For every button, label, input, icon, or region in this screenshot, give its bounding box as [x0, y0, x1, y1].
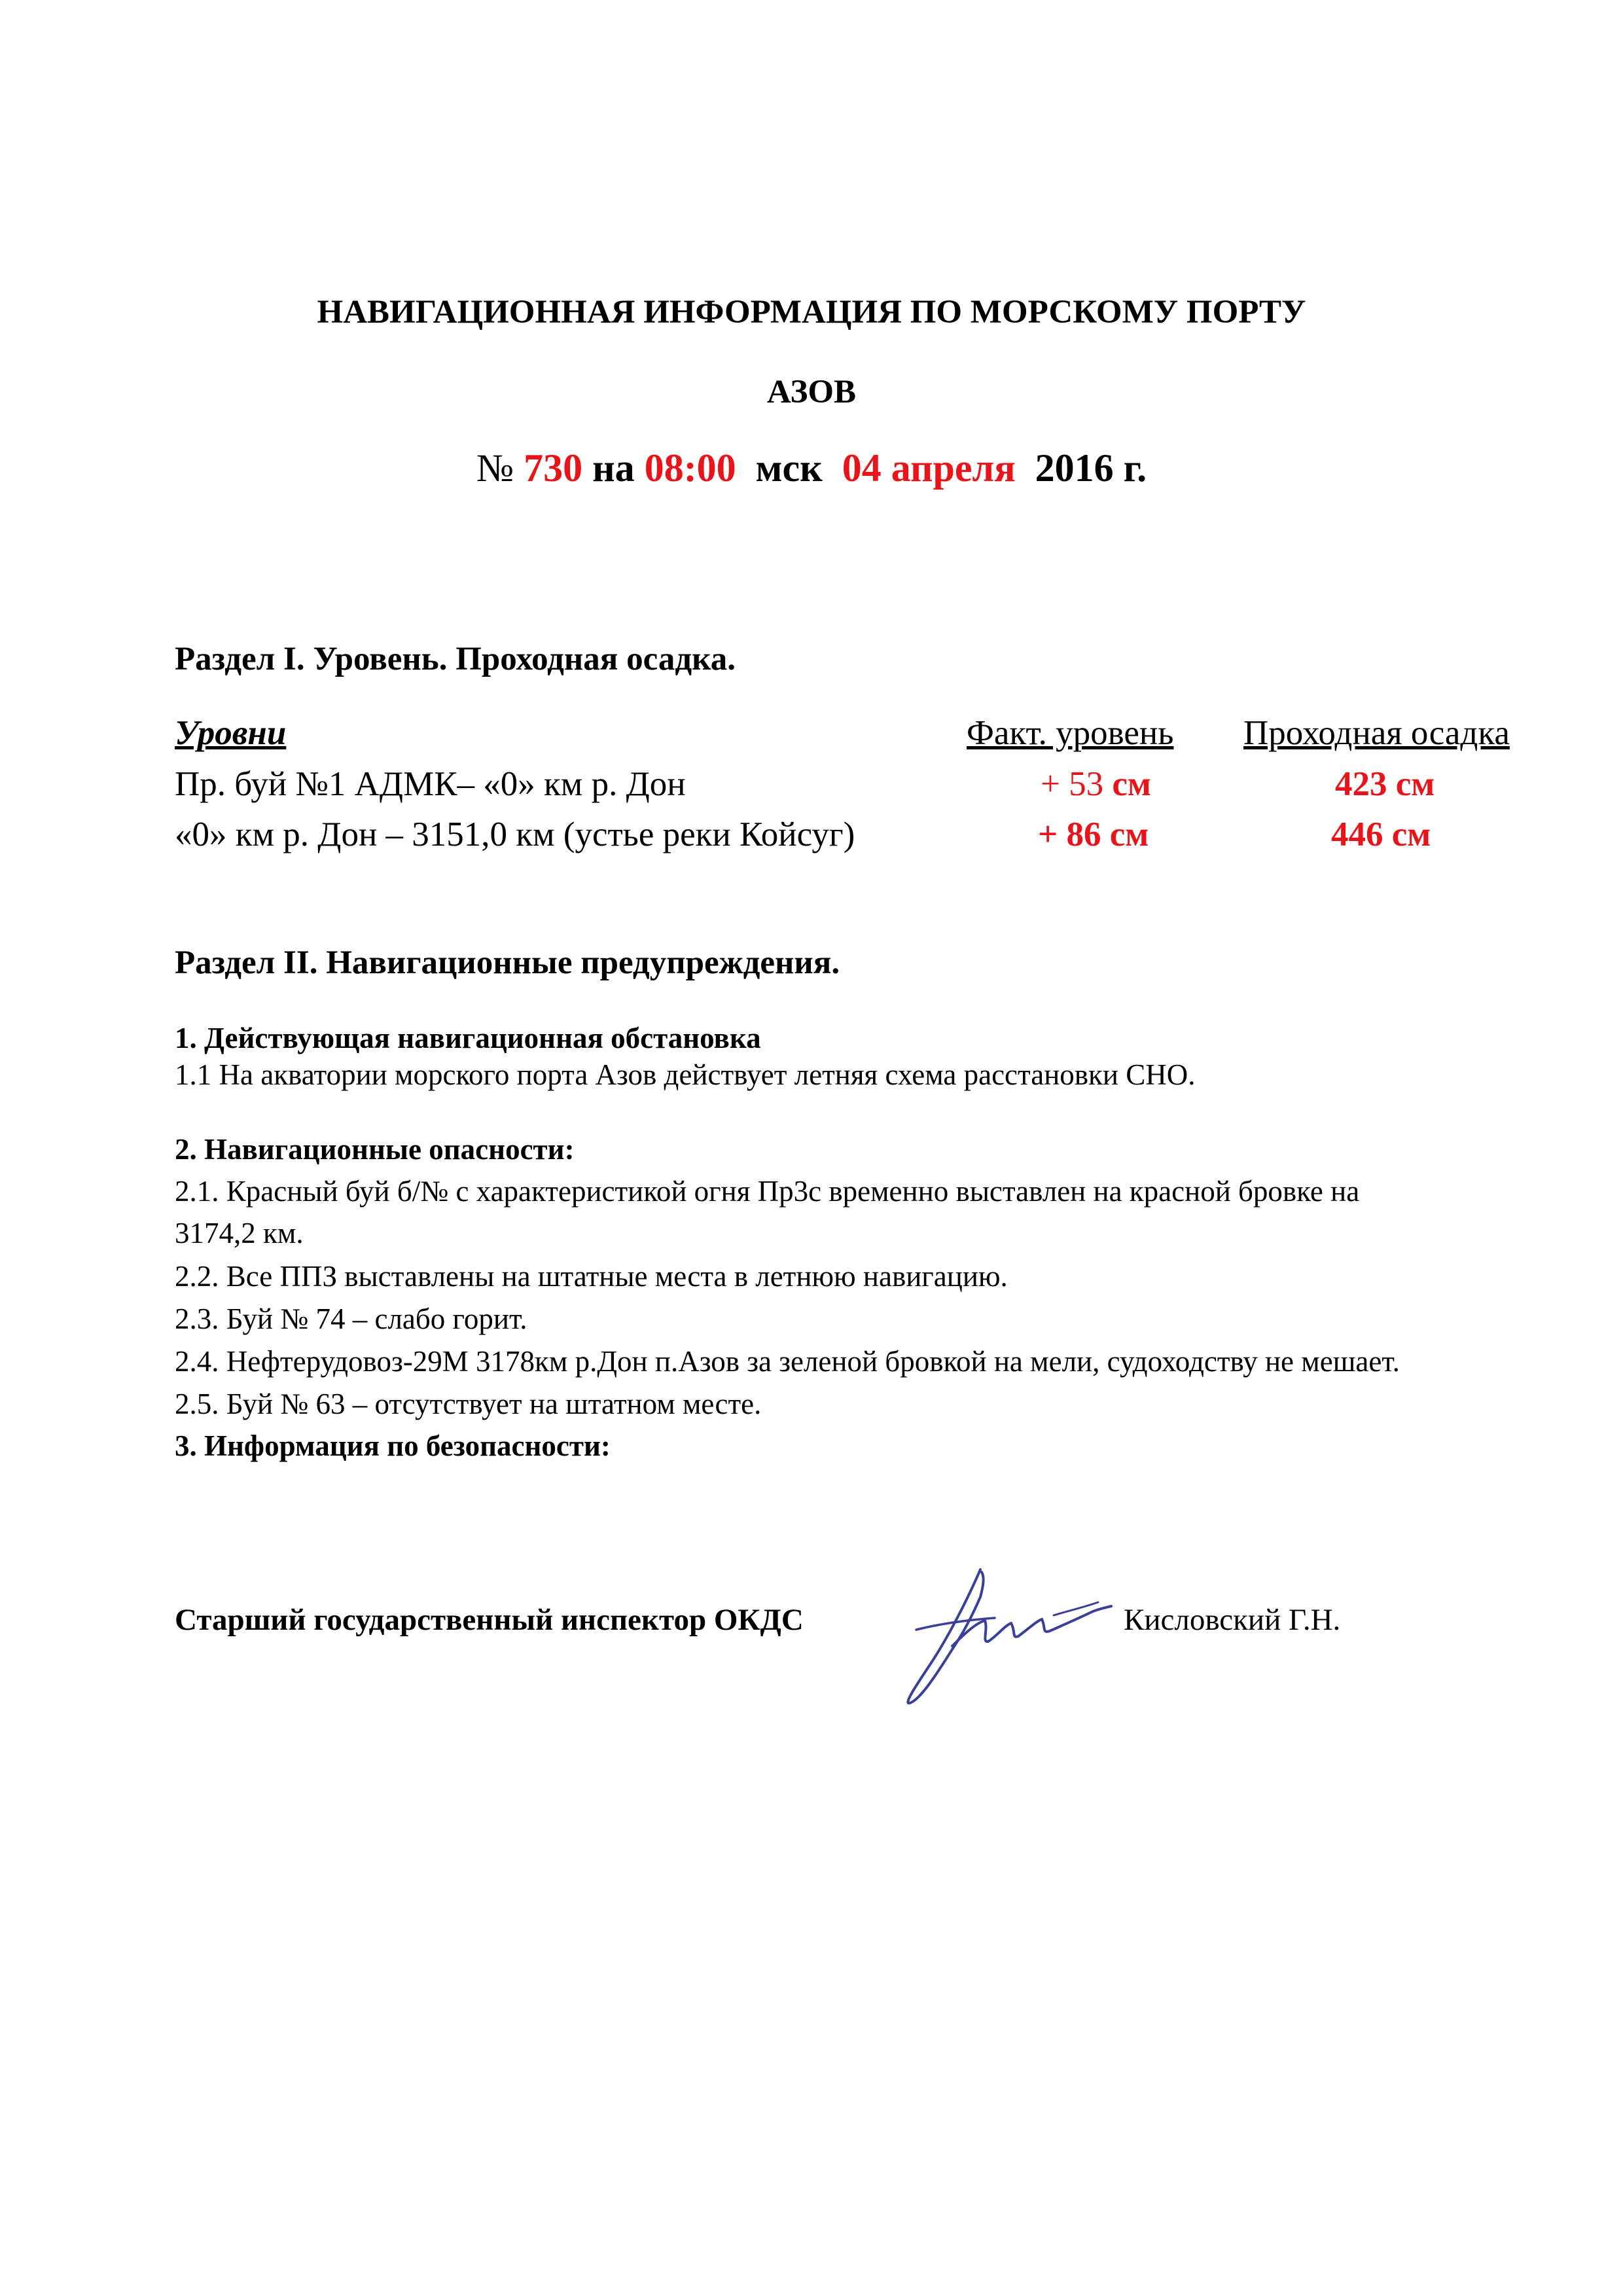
actual-level-column-header: Факт. уровень: [967, 714, 1174, 752]
level-row-1-actual: [1041, 764, 1151, 804]
sub2-item-3: 2.3. Буй № 74 – слабо горит.: [175, 1302, 527, 1335]
level-row-2-name: «0» км р. Дон – 3151,0 км (устье реки Койсуг): [175, 816, 855, 853]
section2-heading: Раздел II. Навигационные предупреждения.: [175, 944, 840, 981]
issue-line: [0, 446, 1623, 491]
sub3-heading: 3. Информация по безопасности:: [175, 1429, 611, 1462]
handwritten-signature: [890, 1558, 1126, 1715]
issue-year: 2016 г.: [1035, 446, 1147, 490]
sub1-heading: 1. Действующая навигационная обстановка: [175, 1022, 761, 1054]
level-row-2-actual: [1038, 815, 1149, 854]
sub2-item-4: 2.4. Нефтерудовоз-29М 3178км р.Дон п.Азов за зеленой бровкой на мели, судоходству не мешает.: [175, 1345, 1400, 1378]
levels-column-header: Уровни: [175, 714, 287, 752]
signatory-name: Кисловский Г.Н.: [1124, 1603, 1341, 1637]
draft-column-header: Проходная осадка: [1243, 714, 1510, 752]
signatory-position: Старший государственный инспектор ОКДС: [175, 1603, 804, 1637]
level-row-2-actual-value: + 86: [1038, 816, 1101, 853]
issue-date: 04 апреля: [842, 446, 1016, 490]
sub2-item-1: 2.1. Красный буй б/№ с характеристикой огня Пр3с временно выставлен на красной бровке на: [175, 1175, 1360, 1208]
section1-heading: Раздел I. Уровень. Проходная осадка.: [175, 641, 736, 677]
sub2-item-1-cont: 3174,2 км.: [175, 1217, 304, 1249]
sub1-item-1: 1.1 На акватории морского порта Азов действует летняя схема расстановки СНО.: [175, 1058, 1196, 1091]
issue-number: 730: [524, 446, 583, 490]
issue-no-sign: №: [476, 446, 514, 490]
level-row-1-draft: 423 см: [1335, 765, 1435, 803]
issue-on: на: [592, 446, 635, 490]
level-row-1-actual-unit: см: [1112, 765, 1152, 803]
level-row-2-actual-unit: см: [1109, 816, 1149, 853]
issue-time: 08:00: [644, 446, 736, 490]
sub2-item-5: 2.5. Буй № 63 – отсутствует на штатном месте.: [175, 1388, 762, 1420]
doc-title-line1: НАВИГАЦИОННАЯ ИНФОРМАЦИЯ ПО МОРСКОМУ ПОРТУ: [317, 294, 1306, 331]
sub2-item-2: 2.2. Все ППЗ выставлены на штатные места в летнюю навигацию.: [175, 1260, 1008, 1293]
level-row-2-draft: 446 см: [1331, 816, 1431, 853]
level-row-1-actual-value: + 53: [1041, 765, 1104, 803]
sub2-heading: 2. Навигационные опасности:: [175, 1133, 575, 1166]
level-row-1-name: Пр. буй №1 АДМК– «0» км р. Дон: [175, 765, 686, 803]
issue-tz: мск: [755, 446, 823, 490]
doc-title-line2: АЗОВ: [766, 374, 857, 410]
